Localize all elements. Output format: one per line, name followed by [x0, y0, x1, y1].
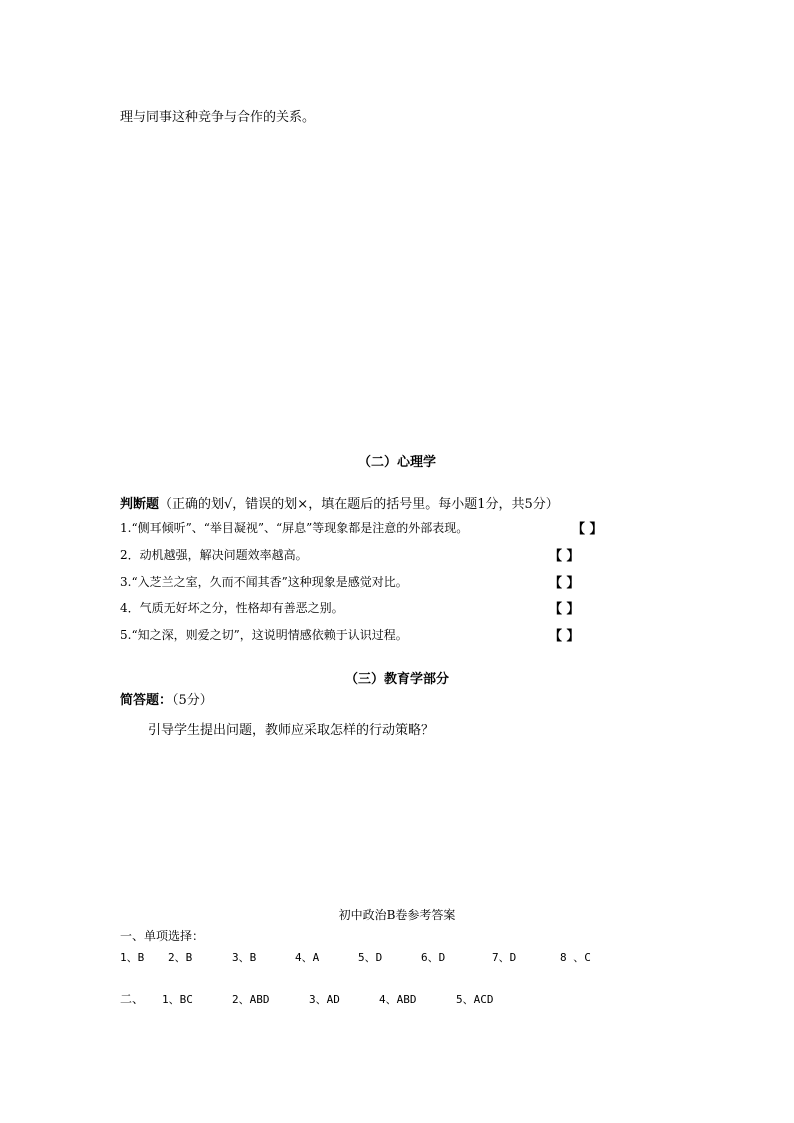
- answer-part2-item: 5、ACD: [456, 993, 494, 1006]
- continued-text-line: 理与同事这种竞争与合作的关系。: [120, 110, 316, 125]
- answer-part1-label: 一、单项选择：: [120, 929, 205, 943]
- judgement-label: 判断题: [120, 497, 160, 512]
- short-answer-heading: [120, 689, 213, 708]
- question-item-1: 1.“侧耳倾听”、“举目凝视”、“屏息”等现象都是注意的外部表现。: [120, 521, 469, 535]
- answer-part2-item: 1、BC: [162, 993, 193, 1006]
- judgement-instruction: [120, 493, 559, 512]
- answer-part1-item: 8 、C: [560, 951, 591, 964]
- answer-part1-item: 5、D: [358, 951, 383, 964]
- answer-part1-item: 4、A: [295, 951, 320, 964]
- answer-part2-item: 2、ABD: [232, 993, 270, 1006]
- answer-key-title: 初中政治B卷参考答案: [338, 908, 456, 922]
- short-answer-label: 简答题：: [120, 693, 173, 708]
- answer-part1-item: 7、D: [492, 951, 517, 964]
- answer-part1-item: 2、B: [168, 951, 193, 964]
- answer-bracket-3: 【 】: [549, 576, 580, 591]
- short-answer-question: 引导学生提出问题，教师应采取怎样的行动策略？: [148, 723, 435, 738]
- answer-part1-item: 3、B: [232, 951, 257, 964]
- answer-bracket-2: 【 】: [549, 549, 580, 564]
- answer-part2-item: 3、AD: [309, 993, 340, 1006]
- answer-bracket-1: 【 】: [572, 522, 603, 537]
- answer-bracket-4: 【 】: [549, 602, 580, 617]
- judgement-instruction-text: （正确的划√，错误的划×，填在题后的括号里。每小题1分，共5分）: [159, 497, 559, 512]
- answer-part2-label: 二、: [120, 992, 145, 1006]
- short-answer-score: （5分）: [172, 693, 213, 708]
- answer-bracket-5: 【 】: [549, 629, 580, 644]
- question-item-5: 5.“知之深，则爱之切”，这说明情感依赖于认识过程。: [120, 628, 408, 642]
- question-item-3: 3.“入芝兰之室，久而不闻其香”这种现象是感觉对比。: [120, 575, 408, 589]
- question-item-4: 4．气质无好坏之分，性格却有善恶之别。: [120, 601, 344, 615]
- section-title-education: （三）教育学部分: [344, 672, 449, 687]
- answer-part1-item: 1、B: [120, 951, 145, 964]
- answer-part1-item: 6、D: [421, 951, 446, 964]
- answer-part2-item: 4、ABD: [379, 993, 417, 1006]
- section-title-psychology: （二）心理学: [357, 455, 436, 470]
- question-item-2: 2．动机越强，解决问题效率越高。: [120, 548, 308, 562]
